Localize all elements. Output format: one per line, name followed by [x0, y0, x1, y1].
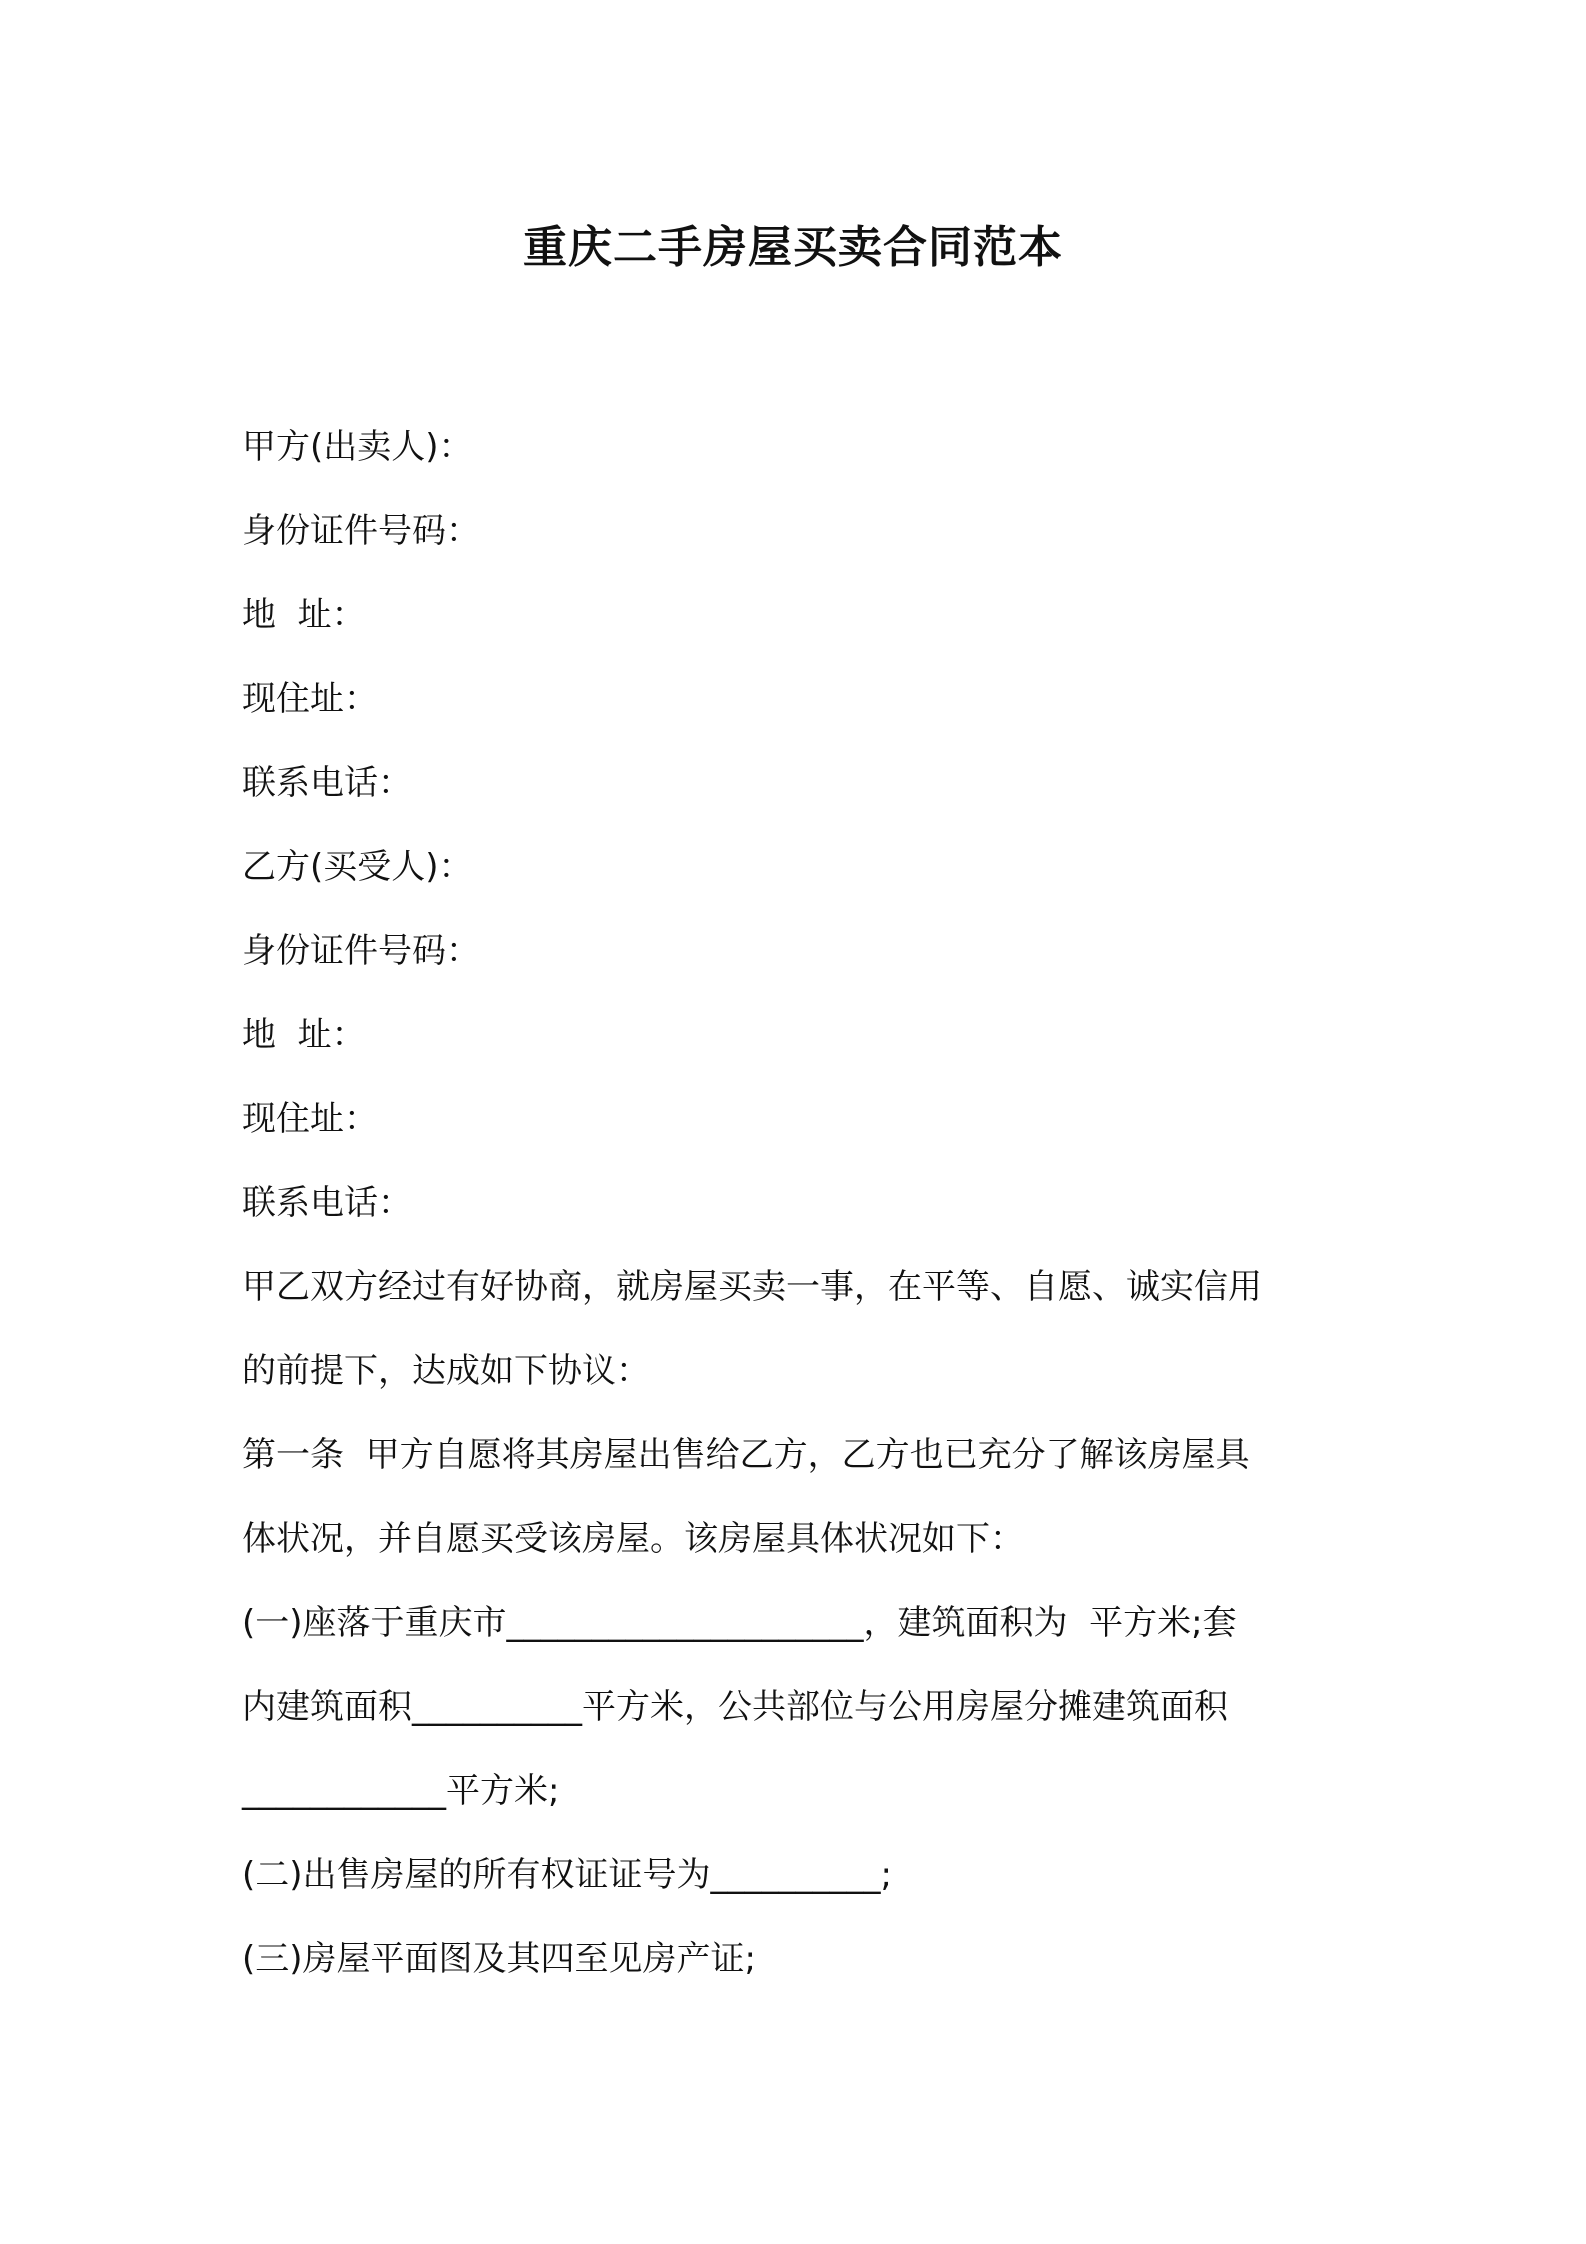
- intro-line-1: 甲乙双方经过有好协商，就房屋买卖一事，在平等、自愿、诚实信用: [242, 1267, 1262, 1307]
- party-a-address-label: 地 址：: [242, 595, 366, 635]
- article-1-line-1: 第一条 甲方自愿将其房屋出售给乙方，乙方也已充分了解该房屋具: [242, 1435, 1250, 1475]
- party-b-section: [242, 825, 1362, 1245]
- item-2-line: (二)出售房屋的所有权证证号为__________;: [242, 1855, 892, 1895]
- item-1-paragraph: [242, 1581, 1362, 1833]
- item-1-line-3: ____________平方米;: [242, 1771, 560, 1811]
- article-1-paragraph: [242, 1413, 1362, 1581]
- party-b-id-label: 身份证件号码：: [242, 931, 480, 971]
- party-a-phone-label: 联系电话：: [242, 763, 412, 803]
- item-1-line-1: (一)座落于重庆市_____________________，建筑面积为 平方米;套: [242, 1603, 1237, 1643]
- party-b-label: 乙方(买受人)：: [242, 847, 473, 887]
- item-3-line: (三)房屋平面图及其四至见房产证;: [242, 1939, 756, 1979]
- party-a-current-address-label: 现住址：: [242, 679, 378, 719]
- intro-line-2: 的前提下，达成如下协议：: [242, 1351, 650, 1391]
- intro-paragraph: [242, 1245, 1362, 1413]
- party-a-id-label: 身份证件号码：: [242, 511, 480, 551]
- party-b-address-label: 地 址：: [242, 1015, 366, 1055]
- document-title: 重庆二手房屋买卖合同范本: [523, 222, 1063, 273]
- party-b-current-address-label: 现住址：: [242, 1099, 378, 1139]
- article-1-line-2: 体状况，并自愿买受该房屋。该房屋具体状况如下：: [242, 1519, 1024, 1559]
- item-1-line-2: 内建筑面积__________平方米，公共部位与公用房屋分摊建筑面积: [242, 1687, 1228, 1727]
- document-body: [242, 405, 1362, 2001]
- party-b-phone-label: 联系电话：: [242, 1183, 412, 1223]
- party-a-label: 甲方(出卖人)：: [242, 427, 473, 467]
- party-a-section: [242, 405, 1362, 825]
